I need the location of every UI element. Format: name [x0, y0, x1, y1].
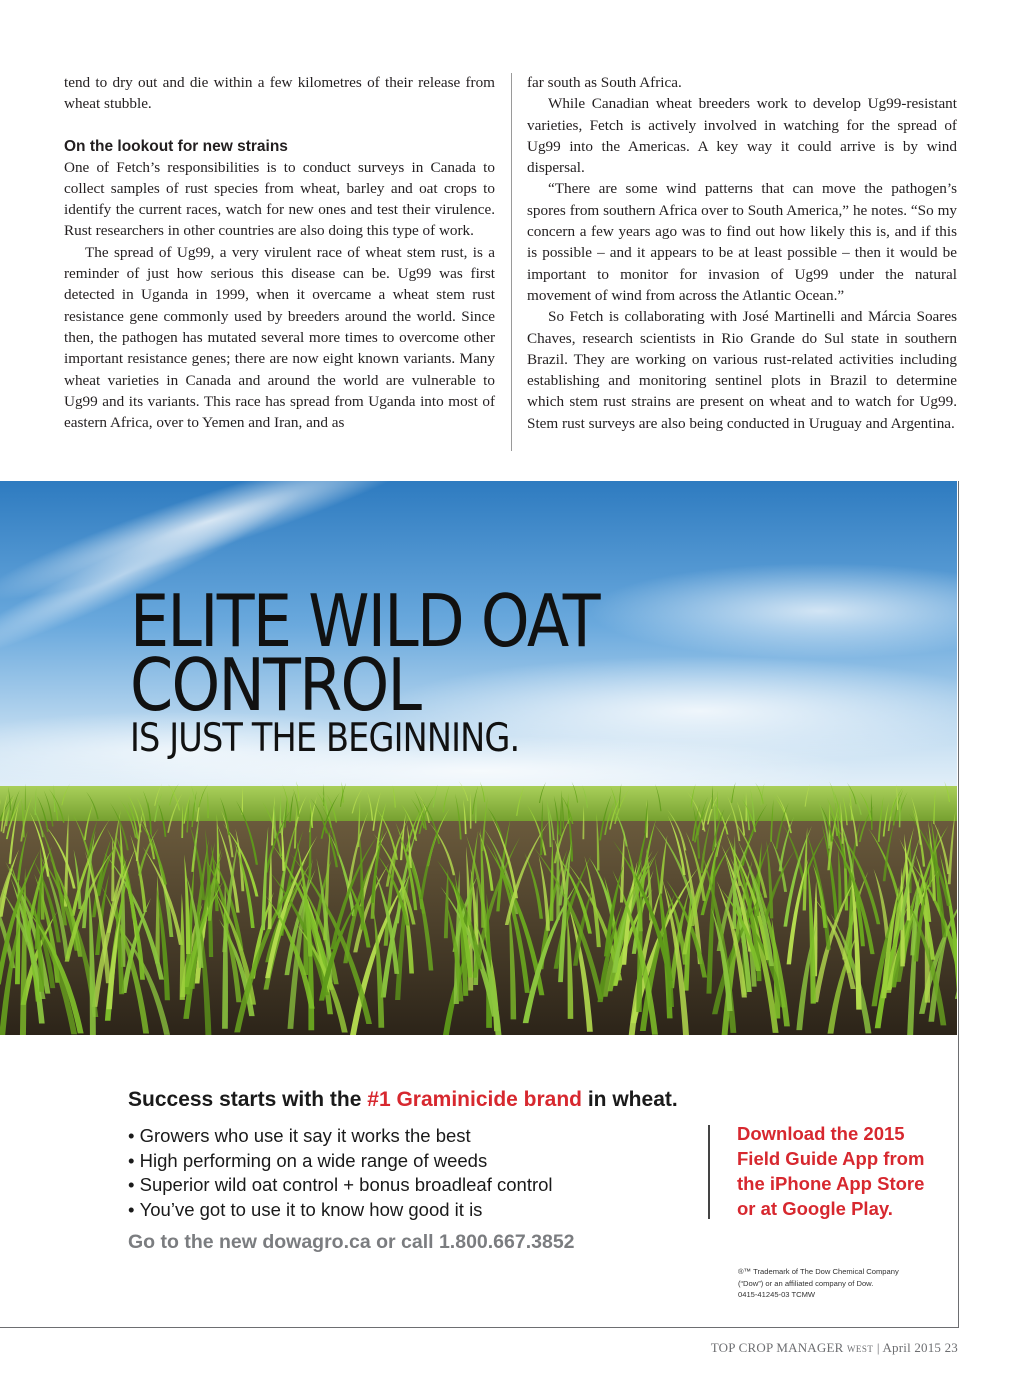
article-column-left: [64, 72, 495, 433]
tagline-highlight: #1 Graminicide brand: [367, 1088, 583, 1111]
article-paragraph: far south as South Africa.: [527, 74, 682, 91]
page-footer: [711, 1340, 958, 1356]
contact-cta[interactable]: Go to the new dowagro.ca or call 1.800.667.3852: [128, 1231, 575, 1254]
benefit-item: • You’ve got to use it to know how good it is: [128, 1198, 678, 1223]
article-paragraph: tend to dry out and die within a few kilometres of their release from wheat stubble.: [64, 74, 495, 113]
ad-headline: [130, 579, 675, 761]
wheat-field-photo: [0, 481, 957, 1035]
legal-line: ®™ Trademark of The Dow Chemical Company: [738, 1267, 899, 1276]
benefit-item: • Growers who use it say it works the best: [128, 1124, 678, 1149]
article-paragraph: The spread of Ug99, a very virulent race of wheat stem rust, is a reminder of just how serious this disease can be. Ug99 was first detected in Uganda in 1999, when it overcame a wheat stem rust resistance gene commonly used by breeders around the world. Since then, the pathogen has mutated several more times to overcome other important resistance genes; there are now eight known variants. Many wheat varieties in Canada and around the world are vulnerable to Ug99 and its variants. This race has spread from Uganda into most of eastern Africa, over to Yemen and Iran, and as: [64, 243, 495, 432]
column-divider: [511, 73, 512, 451]
article-paragraph: While Canadian wheat breeders work to develop Ug99-resistant varieties, Fetch is actively involved in watching for the spread of Ug99 into the Americas. A key way it could arrive is by wind dispersal.: [527, 95, 957, 177]
trademark-notice: [738, 1266, 938, 1301]
tagline-text: Success starts with the: [128, 1088, 368, 1111]
article-paragraph: “There are some wind patterns that can move the pathogen’s spores from southern Africa over to South America,” he notes. “So my concern a few years ago was to find out how likely this is, and if this is possible – and it appears to be at least possible – then it would be important to monitor for invasion of Ug99 under the natural movement of wind from across the Atlantic Ocean.”: [527, 180, 957, 304]
benefit-list: [128, 1124, 678, 1222]
publication-name: TOP CROP MANAGER: [710, 1340, 844, 1355]
legal-line: (“Dow”) or an affiliated company of Dow.: [738, 1278, 874, 1288]
ad-tagline: [128, 1086, 678, 1114]
issue-date: April 2015: [882, 1340, 942, 1355]
ad-divider: [708, 1125, 710, 1219]
legal-line: 0415-41245-03 TCMW: [738, 1290, 816, 1299]
article-paragraph: One of Fetch’s responsibilities is to conduct surveys in Canada to collect samples of rust species from wheat, barley and oat crops to identify the current races, watch for new ones and test their virulence. Rust researchers in other countries are also doing this type of work.: [64, 158, 495, 240]
headline-line-1: ELITE WILD OAT: [130, 579, 599, 663]
article-column-right: [527, 72, 957, 434]
tagline-text-end: in wheat.: [582, 1088, 678, 1111]
footer-separator: |: [876, 1340, 880, 1355]
benefit-item: • Superior wild oat control + bonus broadleaf control: [128, 1173, 678, 1198]
advertisement: [0, 481, 959, 1328]
edition-label: WEST: [846, 1344, 874, 1354]
ad-copy: [128, 1086, 678, 1254]
page-number: 23: [944, 1340, 958, 1355]
headline-line-3: IS JUST THE BEGINNING.: [130, 716, 520, 761]
section-heading: On the lookout for new strains: [64, 137, 288, 155]
article-paragraph: So Fetch is collaborating with José Martinelli and Márcia Soares Chaves, research scientists in Rio Grande do Sul state in southern Brazil. They are working on various rust-related activities including establishing and monitoring sentinel plots in Brazil to determine which stem rust strains are present on wheat and to watch for Ug99. Stem rust surveys are also being conducted in Uruguay and Argentina.: [527, 308, 957, 432]
app-download-promo[interactable]: Download the 2015 Field Guide App from the iPhone App Store or at Google Play.: [737, 1123, 925, 1219]
headline-line-2: CONTROL: [130, 643, 421, 727]
benefit-item: • High performing on a wide range of weeds: [128, 1149, 678, 1174]
